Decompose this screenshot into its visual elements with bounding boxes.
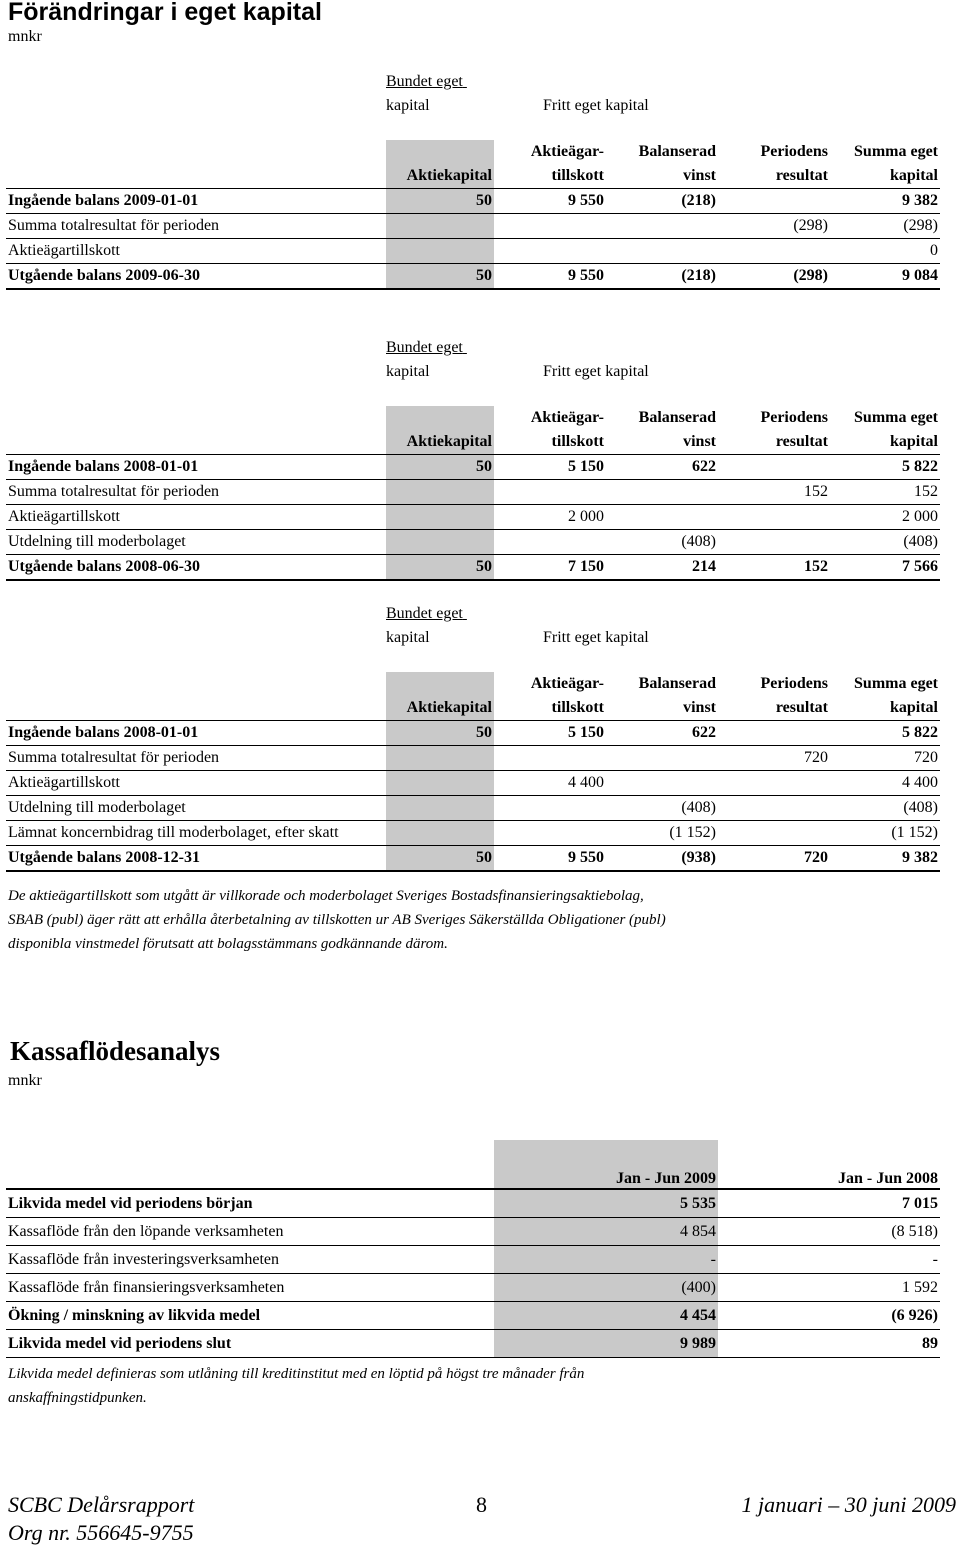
table-cell: 0 [830,239,940,264]
table-cell [606,505,718,530]
row-label: Summa totalresultat för perioden [6,746,386,771]
table-cell [386,480,494,505]
cashflow-cell-2009: 5 535 [494,1189,718,1218]
equity-note-line: disponibla vinstmedel förutsatt att bolagsstämmans godkännande därom. [8,936,448,952]
table-row [6,264,940,290]
row-label: Aktieägartillskott [6,771,386,796]
cashflow-cell-2008: 7 015 [718,1189,940,1218]
row-label: Ingående balans 2008-01-01 [6,721,386,746]
table-cell: 720 [718,846,830,872]
cashflow-row-label: Kassaflöde från investeringsverksamheten [6,1246,494,1274]
table-row [6,771,940,796]
table-cell: 50 [386,455,494,480]
bundet-line1: Bundet eget [386,73,463,90]
table-cell [494,480,606,505]
table-row [6,746,940,771]
table-row [6,505,940,530]
table-cell [386,821,494,846]
fritt-group-header: Fritt eget kapital [543,363,649,380]
cashflow-cell-2008: (8 518) [718,1218,940,1246]
column-header: Aktiekapital [386,140,494,189]
bundet-group-header [386,602,467,650]
table-cell: 9 382 [830,189,940,214]
cashflow-note-line: anskaffningstidpunken. [8,1390,147,1406]
row-label: Lämnat koncernbidrag till moderbolaget, efter skatt [6,821,386,846]
table-row [6,530,940,555]
table-cell: 2 000 [830,505,940,530]
table-cell: (298) [718,214,830,239]
bundet-line2: kapital [386,363,430,380]
column-header-row [6,672,940,721]
table-cell: (408) [606,796,718,821]
table-cell [386,796,494,821]
cashflow-row [6,1330,940,1358]
column-header-row [6,406,940,455]
table-cell [718,189,830,214]
cashflow-cell-2009: - [494,1246,718,1274]
table-cell: 622 [606,721,718,746]
table-cell: (218) [606,264,718,290]
equity-table-1 [6,140,940,290]
table-cell [494,746,606,771]
bundet-line2: kapital [386,97,430,114]
table-cell: (408) [830,530,940,555]
cashflow-row [6,1302,940,1330]
equity-section-2 [0,336,960,596]
column-header: Periodens resultat [760,409,828,450]
bundet-group-header [386,70,467,118]
row-label: Aktieägartillskott [6,239,386,264]
bundet-line1: Bundet eget [386,339,463,356]
row-label: Summa totalresultat för perioden [6,214,386,239]
column-header: Balanserad vinst [638,143,716,184]
cashflow-row [6,1189,940,1218]
table-cell [386,530,494,555]
column-header-row [6,140,940,189]
table-row [6,796,940,821]
table-cell [718,821,830,846]
table-cell [718,771,830,796]
column-header: Aktiekapital [386,672,494,721]
table-cell [494,214,606,239]
table-cell: 2 000 [494,505,606,530]
cashflow-note [8,1362,584,1410]
cashflow-note-line: Likvida medel definieras som utlåning till kreditinstitut med en löptid på högst tre månader från [8,1366,585,1382]
table-cell: 9 084 [830,264,940,290]
table-cell [606,214,718,239]
unit-label: mnkr [8,28,42,45]
table-cell [606,746,718,771]
table-cell: 50 [386,846,494,872]
table-cell: 5 150 [494,455,606,480]
table-cell [718,239,830,264]
cashflow-unit: mnkr [8,1072,42,1089]
row-label: Utgående balans 2009-06-30 [6,264,386,290]
equity-section-1 [0,70,960,330]
table-cell [386,214,494,239]
fritt-group-header: Fritt eget kapital [543,629,649,646]
table-cell [718,455,830,480]
column-header: Summa eget kapital [854,409,938,450]
table-cell [718,530,830,555]
cashflow-cell-2008: - [718,1246,940,1274]
table-cell: 4 400 [494,771,606,796]
table-cell: 4 400 [830,771,940,796]
table-cell: (298) [718,264,830,290]
row-label: Utdelning till moderbolaget [6,796,386,821]
table-cell [386,771,494,796]
footer-report-name: SCBC Delårsrapport [8,1492,195,1517]
table-cell: 50 [386,721,494,746]
column-header: Periodens resultat [760,675,828,716]
cashflow-cell-2008: 89 [718,1330,940,1358]
cashflow-cell-2009: 4 854 [494,1218,718,1246]
table-cell: 9 550 [494,189,606,214]
table-cell: 7 566 [830,555,940,581]
cashflow-row [6,1246,940,1274]
column-header: Aktieägar- tillskott [530,409,604,450]
row-label: Aktieägartillskott [6,505,386,530]
row-label: Summa totalresultat för perioden [6,480,386,505]
cashflow-header-row [6,1140,940,1189]
table-cell: (1 152) [830,821,940,846]
cashflow-col-2008: Jan - Jun 2008 [718,1140,940,1189]
table-cell: (938) [606,846,718,872]
table-cell [494,796,606,821]
table-row [6,455,940,480]
table-cell: 622 [606,455,718,480]
cashflow-row-label: Kassaflöde från den löpande verksamheten [6,1218,494,1246]
table-cell [718,721,830,746]
column-header: Periodens resultat [760,143,828,184]
cashflow-row [6,1274,940,1302]
table-cell: (408) [606,530,718,555]
table-cell [494,821,606,846]
table-cell [494,530,606,555]
table-cell: 7 150 [494,555,606,581]
cashflow-row-label: Likvida medel vid periodens början [6,1189,494,1218]
table-cell: 720 [830,746,940,771]
table-cell: 720 [718,746,830,771]
table-cell [606,480,718,505]
table-row [6,721,940,746]
equity-section-3 [0,602,960,866]
table-cell: 152 [718,555,830,581]
table-cell: 5 822 [830,721,940,746]
bundet-line1: Bundet eget [386,605,463,622]
table-cell [386,505,494,530]
table-cell: 152 [718,480,830,505]
row-label: Ingående balans 2008-01-01 [6,455,386,480]
footer-period: 1 januari – 30 juni 2009 [741,1492,956,1517]
equity-note-line: SBAB (publ) äger rätt att erhålla återbetalning av tillskotten ur AB Sveriges Säkerställda Obligationer (publ) [8,912,666,928]
table-cell: 50 [386,264,494,290]
footer-page-number: 8 [476,1492,487,1517]
column-header: Aktieägar- tillskott [530,143,604,184]
page-title: Förändringar i eget kapital [8,0,322,26]
table-cell: 9 550 [494,846,606,872]
cashflow-cell-2008: (6 926) [718,1302,940,1330]
equity-note-line: De aktieägartillskott som utgått är villkorade och moderbolaget Sveriges Bostadsfinansieringsaktiebolag, [8,888,644,904]
equity-table-2 [6,406,940,581]
column-header: Summa eget kapital [854,143,938,184]
table-cell: 5 150 [494,721,606,746]
cashflow-row-label: Ökning / minskning av likvida medel [6,1302,494,1330]
table-row [6,480,940,505]
table-cell [718,796,830,821]
table-cell: (408) [830,796,940,821]
cashflow-row-label: Likvida medel vid periodens slut [6,1330,494,1358]
fritt-group-header: Fritt eget kapital [543,97,649,114]
table-cell: 5 822 [830,455,940,480]
table-cell [718,505,830,530]
table-cell: (218) [606,189,718,214]
cashflow-cell-2009: (400) [494,1274,718,1302]
table-cell: 152 [830,480,940,505]
column-header: Aktieägar- tillskott [530,675,604,716]
cashflow-row-label: Kassaflöde från finansieringsverksamheten [6,1274,494,1302]
cashflow-cell-2009: 9 989 [494,1330,718,1358]
cashflow-table [6,1140,940,1358]
column-header: Aktiekapital [386,406,494,455]
table-row [6,555,940,581]
table-cell [606,771,718,796]
table-cell: 9 550 [494,264,606,290]
table-cell: (1 152) [606,821,718,846]
table-cell: 9 382 [830,846,940,872]
table-cell: (298) [830,214,940,239]
equity-table-3 [6,672,940,872]
row-label: Utgående balans 2008-12-31 [6,846,386,872]
table-row [6,239,940,264]
column-header: Balanserad vinst [638,675,716,716]
cashflow-cell-2009: 4 454 [494,1302,718,1330]
table-cell [494,239,606,264]
row-label: Utdelning till moderbolaget [6,530,386,555]
bundet-line2: kapital [386,629,430,646]
cashflow-title: Kassaflödesanalys [10,1036,221,1066]
table-cell: 214 [606,555,718,581]
table-cell [386,746,494,771]
table-cell: 50 [386,189,494,214]
table-row [6,821,940,846]
equity-note [8,884,666,956]
column-header: Balanserad vinst [638,409,716,450]
footer-org-number: Org nr. 556645-9755 [8,1520,194,1545]
column-header: Summa eget kapital [854,675,938,716]
table-cell: 50 [386,555,494,581]
bundet-group-header [386,336,467,384]
table-row [6,846,940,872]
table-row [6,214,940,239]
cashflow-cell-2008: 1 592 [718,1274,940,1302]
cashflow-col-2009: Jan - Jun 2009 [494,1140,718,1189]
row-label: Utgående balans 2008-06-30 [6,555,386,581]
cashflow-row [6,1218,940,1246]
row-label: Ingående balans 2009-01-01 [6,189,386,214]
table-row [6,189,940,214]
table-cell [606,239,718,264]
table-cell [386,239,494,264]
